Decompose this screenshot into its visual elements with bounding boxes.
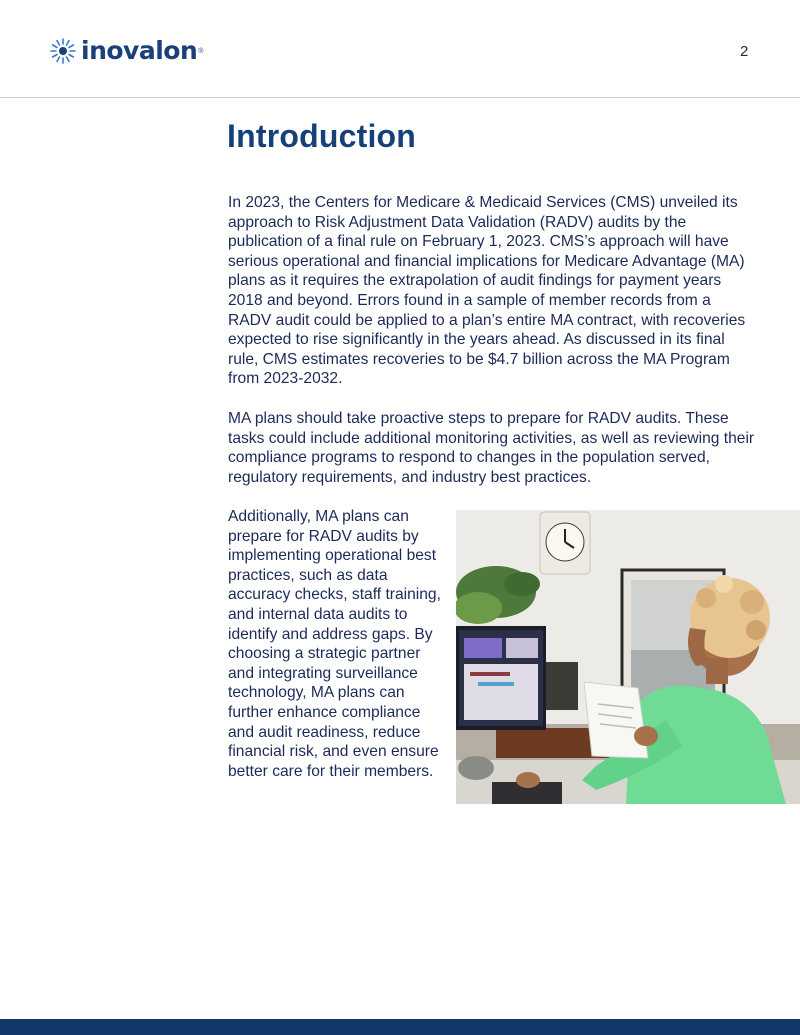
page-number: 2 <box>740 43 749 60</box>
intro-paragraph-1: In 2023, the Centers for Medicare & Medicaid Services (CMS) unveiled its approach to Risk Adjustment Data Validation (RADV) audits by the publication of a final rule on February 1, 2023. CMS’s approach will have serious operational and financial implications for Medicare Advantage (MA) plans as it requires the extrapolation of audit findings for payment years 2018 and beyond. Errors found in a sample of member records from a RADV audit could be applied to a plan’s entire MA contract, with recoveries expected to rise significantly in the years ahead. As discussed in its final rule, CMS estimates recoveries to be $4.7 billion across the MA Program from 2023-2032. <box>228 194 746 388</box>
footer-bar <box>0 1019 800 1035</box>
trademark-mark: ® <box>198 47 204 55</box>
header-divider <box>0 97 800 98</box>
intro-paragraph-2: MA plans should take proactive steps to prepare for RADV audits. These tasks could include additional monitoring activities, as well as reviewing their compliance programs to respond to changes in the population served, regulatory requirements, and industry best practices. <box>228 410 755 486</box>
office-worker-photo <box>456 510 800 804</box>
inovalon-logo-icon <box>48 36 78 66</box>
intro-paragraph-3: Additionally, MA plans can prepare for RADV audits by implementing operational best practices, such as data accuracy checks, staff training, and internal data audits to identify and address gaps. By choosing a strategic partner and integrating surveillance technology, MA plans can further enhance compliance and audit readiness, reduce financial risk, and even ensure better care for their members. <box>228 508 441 780</box>
section-title: Introduction <box>227 118 417 154</box>
page-header <box>0 0 800 98</box>
inovalon-logo <box>48 36 203 66</box>
monitor-icon <box>456 626 546 730</box>
logo-wordmark: inovalon <box>81 36 198 65</box>
office-worker-illustration <box>456 510 800 804</box>
wall-clock-icon <box>540 512 590 574</box>
